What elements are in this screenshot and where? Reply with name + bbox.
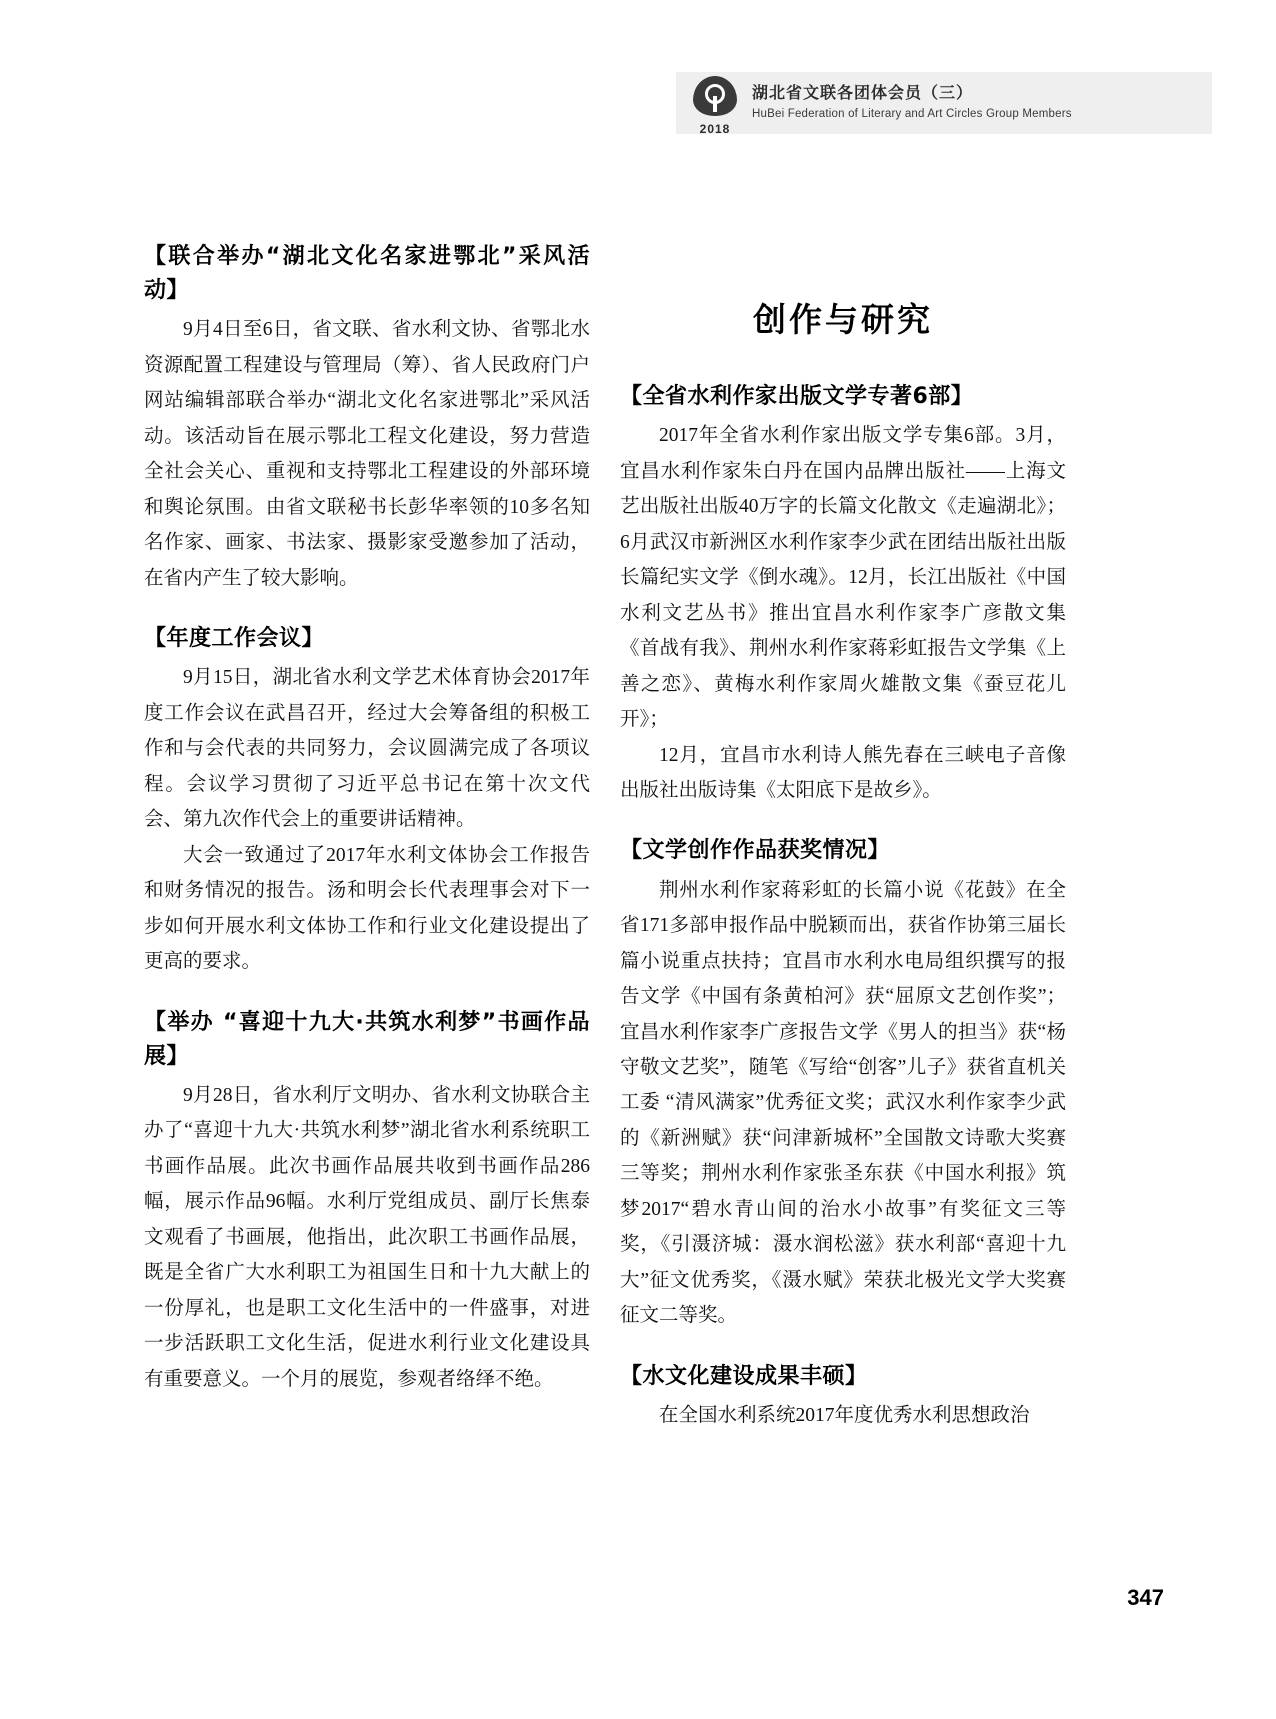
header-text-group <box>752 84 1072 121</box>
article-heading: 【全省水利作家出版文学专著6部】 <box>620 384 974 410</box>
logo-year: 2018 <box>699 122 731 136</box>
federation-logo <box>688 76 742 136</box>
article-paragraph: 9月28日，省水利厅文明办、省水利文协联合主办了“喜迎十九大·共筑水利梦”湖北省水利系统职工书画作品展。此次书画作品展共收到书画作品286幅，展示作品96幅。水利厅党组成员、副厅长焦泰文观看了书画展，他指出，此次职工书画作品展，既是全省广大水利职工为祖国生日和十九大献上的一份厚礼，也是职工文化生活中的一件盛事，对进一步活跃职工文化生活，促进水利行业文化建设具有重要意义。一个月的展览，参观者络绎不绝。 <box>144 1084 590 1390</box>
article-heading: 【举办 “喜迎十九大·共筑水利梦”书画作品展】 <box>144 1009 590 1069</box>
article-heading: 【水文化建设成果丰硕】 <box>620 1363 868 1389</box>
article-paragraph: 在全国水利系统2017年度优秀水利思想政治 <box>659 1404 1030 1426</box>
article-paragraph: 9月15日，湖北省水利文学艺术体育协会2017年度工作会议在武昌召开，经过大会筹备组的积极工作和与会代表的共同努力，会议圆满完成了各项议程。会议学习贯彻了习近平总书记在第十次文代会、第九次作代会上的重要讲话精神。 <box>144 667 590 831</box>
article-paragraph: 9月4日至6日，省文联、省水利文协、省鄂北水资源配置工程建设与管理局（筹）、省人民政府门户网站编辑部联合举办“湖北文化名家进鄂北”采风活动。该活动旨在展示鄂北工程文化建设，努力营造全社会关心、重视和支持鄂北工程建设的外部环境和舆论氛围。由省文联秘书长彭华率领的10多名知名作家、画家、书法家、摄影家受邀参加了活动，在省内产生了较大影响。 <box>144 319 590 589</box>
header-title-cn: 湖北省文联各团体会员（三） <box>752 85 974 103</box>
article-paragraph: 2017年全省水利作家出版文学专集6部。3月，宜昌水利作家朱白丹在国内品牌出版社——上海文艺出版社出版40万字的长篇文化散文《走遍湖北》；6月武汉市新洲区水利作家李少武在团结出版社出版长篇纪实文学《倒水魂》。12月，长江出版社《中国水利文艺丛书》推出宜昌水利作家李广彦散文集《首战有我》、荆州水利作家蒋彩虹报告文学集《上善之恋》、黄梅水利作家周火雄散文集《蚕豆花儿开》； <box>620 425 1066 731</box>
page-number: 347 <box>1127 1585 1164 1610</box>
right-text-column <box>620 290 1066 1433</box>
left-text-column <box>144 240 590 1397</box>
article-paragraph: 荆州水利作家蒋彩虹的长篇小说《花鼓》在全省171多部申报作品中脱颖而出，获省作协第三届长篇小说重点扶持；宜昌市水利水电局组织撰写的报告文学《中国有条黄柏河》获“屈原文艺创作奖”；宜昌水利作家李广彦报告文学《男人的担当》获“杨守敬文艺奖”，随笔《写给“创客”儿子》获省直机关工委 “清风满家”优秀征文奖；武汉水利作家李少武的《新洲赋》获“问津新城杯”全国散文诗歌大奖赛三等奖；荆州水利作家张圣东获《中国水利报》筑梦2017“碧水青山间的治水小故事”有奖征文三等奖，《引滠济城：滠水润松滋》获水利部“喜迎十九大”征文优秀奖，《滠水赋》荣获北极光文学大奖赛征文二等奖。 <box>620 879 1066 1327</box>
article-paragraph: 大会一致通过了2017年水利文体协会工作报告和财务情况的报告。汤和明会长代表理事会对下一步如何开展水利文体协工作和行业文化建设提出了更高的要求。 <box>144 844 590 973</box>
article-heading: 【年度工作会议】 <box>144 626 325 652</box>
article-heading: 【文学创作作品获奖情况】 <box>620 838 891 864</box>
article-paragraph: 12月，宜昌市水利诗人熊先春在三峡电子音像出版社出版诗集《太阳底下是故乡》。 <box>620 744 1066 801</box>
logo-mark-icon <box>693 76 737 116</box>
section-title: 创作与研究 <box>753 300 933 339</box>
page-header-band <box>676 72 1212 134</box>
header-title-en: HuBei Federation of Literary and Art Circles Group Members <box>752 108 1072 121</box>
article-heading: 【联合举办“湖北文化名家进鄂北”采风活动】 <box>144 244 590 304</box>
